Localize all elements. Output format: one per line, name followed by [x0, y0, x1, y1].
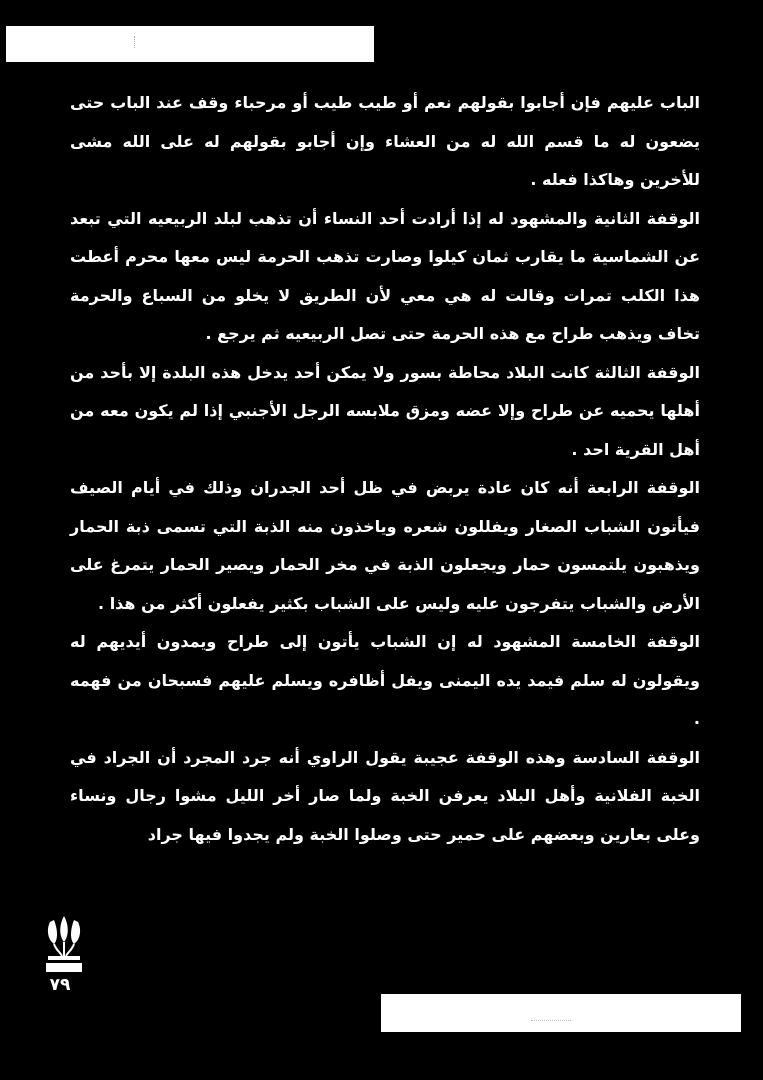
paragraph: الوقفة السادسة وهذه الوقفة عجيبة يقول الراوي أنه جرد المجرد أن الجراد في الخبة الفلانية وأهل البلاد يعرفن الخبة ولما صار أخر الليل مشوا رجال ونساء وعلى بعارين وبعضهم على حمير حتى وصلوا الخبة ولم يجدوا فيها جراد — [70, 747, 700, 844]
paragraph: الوقفة الرابعة أنه كان عادة يربض في ظل أحد الجدران وذلك في أيام الصيف فيأتون الشباب الصغار ويفللون شعره وياخذون منه الذبة التي تسمى ذبة الحمار ويذهبون يلتمسون حمار ويجعلون الذبة في مخر الحمار ويصير الحمار يتمرغ على الأرض والشباب يتفرجون عليه وليس على الشباب بكثير يفعلون أكثر من هذا . — [70, 478, 700, 613]
paragraph: الوقفة الثانية والمشهود له إذا أرادت أحد النساء أن تذهب لبلد الربيعيه التي تبعد عن الشماسية ما يقارب ثمان كيلوا وصارت تذهب الحرمة ليس معها محرم أعطت هذا الكلب تمرات وقالت له هي معي لأن الطريق لا يخلو من السباع والحرمة تخاف ويذهب طراح مع هذه الحرمة حتى تصل الربيعيه ثم يرجع . — [70, 208, 700, 343]
header-white-bar — [6, 26, 374, 62]
page-number: ٧٩ — [49, 975, 71, 995]
paragraph: الوقفة الثالثة كانت البلاد محاطة بسور ولا يمكن أحد يدخل هذه البلدة إلا بأحد من أهلها يحميه عن طراح وإلا عضه ومزق ملابسه الرجل الأجنبي إذا لم يكون معه من أهل القرية احد . — [70, 362, 700, 459]
footer-white-bar — [381, 994, 741, 1032]
paragraph: الوقفة الخامسة المشهود له إن الشباب يأتون إلى طراح ويمدون أيديهم له ويقولون له سلم فيمد يده اليمنى ويفل أظافره ويسلم عليهم فسبحان من فهمه . — [70, 632, 700, 728]
paragraph: الباب عليهم فإن أجابوا بقولهم نعم أو طيب طيب أو مرحباء وقف عند الباب حتى يضعون له ما قسم الله له من العشاء وإن أجابو بقولهم له على الله مشى للأخرين وهاكذا فعله . — [70, 93, 700, 189]
scan-mark — [134, 36, 141, 48]
body-text — [70, 84, 700, 854]
tulip-logo-icon — [44, 916, 84, 974]
scan-mark — [531, 1020, 571, 1021]
